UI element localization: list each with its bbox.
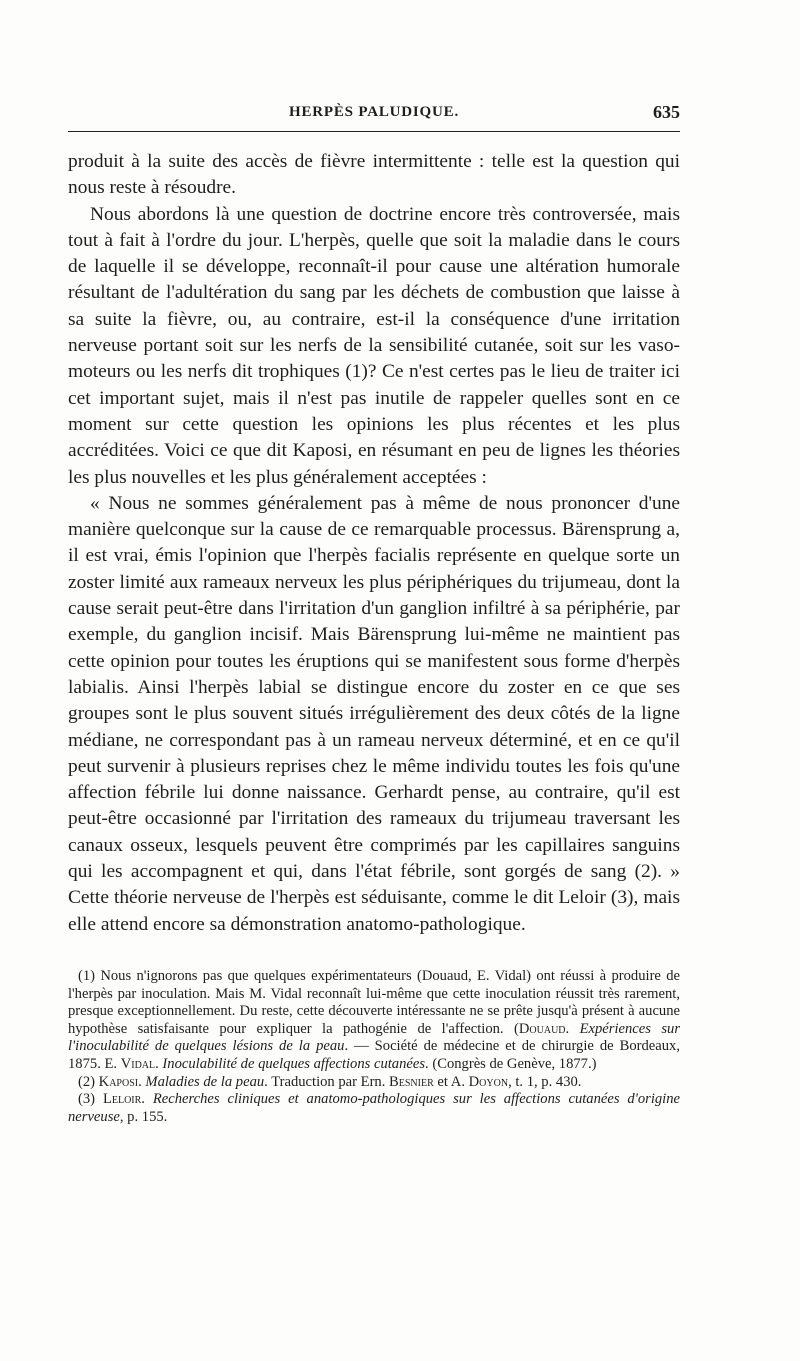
footnote-title: Expériences sur l'inoculabilité de quelques lésions de la peau bbox=[68, 1020, 680, 1055]
page-number: 635 bbox=[653, 102, 680, 122]
paragraph-continuation: produit à la suite des accès de fièvre intermittente : telle est la question qui nous reste à résoudre. bbox=[68, 151, 680, 199]
footnote-author: Leloir bbox=[102, 1091, 142, 1108]
footnote-author: Doyon bbox=[468, 1073, 509, 1090]
paragraph-kaposi-quote: « Nous ne sommes généralement pas à même de nous prononcer d'une manière quelconque sur la cause de ce remarquable processus. Bärensprung a, il est vrai, émis l'opinion que l'herpès facialis représente en quelque sorte un zoster limité aux rameaux nerveux les plus périphériques du trijumeau, dont la cause serait peut-être dans l'irritation d'un ganglion infiltré à sa périphérie, par exemple, du ganglion incisif. Mais Bärensprung lui-même ne maintient pas cette opinion pour toutes les éruptions qui se manifestent sous forme d'herpès labialis. Ainsi l'herpès labial se distingue encore du zoster en ce que ses groupes sont le plus souvent situés irrégulièrement des deux côtés de la ligne médiane, ne correspondant pas à un rameau nerveux déterminé, et en ce qu'il peut survenir à plusieurs reprises chez le même individu toutes les fois qu'une affection fébrile lui donne naissance. Gerhardt pense, au contraire, qu'il est peut-être occasionné par l'irritation des rameaux du trijumeau traversant les canaux osseux, lesquels peuvent être comprimés par les capillaires sanguins qui les accompagnent et qui, dans l'état fébrile, sont gorgés de sang (2). » Cette théorie nerveuse de l'herpès est séduisante, comme le dit Leloir (3), mais elle attend encore sa démonstration anatomo-pathologique. bbox=[68, 492, 680, 935]
footnote-title: Recherches cliniques et anatomo-pathologiques sur les affections cutanées d'origine nerveuse bbox=[68, 1091, 681, 1125]
main-text bbox=[68, 149, 680, 938]
footnote-title: Inoculabilité de quelques affections cutanées bbox=[162, 1055, 426, 1072]
header-rule bbox=[68, 131, 680, 132]
footnote-2: (2) Kaposi. Maladies de la peau. Traduction par Ern. Besnier et A. Doyon, t. 1, p. 430. bbox=[78, 1073, 582, 1090]
paragraph-doctrine: Nous abordons là une question de doctrine encore très controversée, mais tout à fait à l'ordre du jour. L'herpès, quelle que soit la maladie dans le cours de laquelle il se développe, reconnaît-il pour cause une altération humorale résultant de l'adultération du sang par les déchets de combustion que laisse à sa suite la fièvre, ou, au contraire, est-il la conséquence d'une irritation nerveuse portant soit sur les nerfs de la sensibilité cutanée, soit sur les vaso-moteurs ou les nerfs dit trophiques (1)? Ce n'est certes pas le lieu de traiter ici cet important sujet, mais il n'est pas inutile de rappeler quelles sont en ce moment sur cette question les opinions les plus récentes et les plus accréditées. Voici ce que dit Kaposi, en résumant en peu de lignes les théories les plus nouvelles et les plus généralement acceptées : bbox=[68, 203, 680, 488]
footnote-title: Maladies de la peau bbox=[145, 1073, 265, 1090]
footnote-author: Kaposi bbox=[98, 1073, 139, 1090]
page-header bbox=[68, 100, 680, 134]
running-title: HERPÈS PALUDIQUE. bbox=[288, 104, 459, 120]
footnote-3: (3) Leloir. Recherches cliniques et anatomo-pathologiques sur les affections cutanées d'origine nerveuse, p. 155. bbox=[68, 1091, 681, 1125]
footnote-1: (1) Nous n'ignorons pas que quelques expérimentateurs (Douaud, E. Vidal) ont réussi à produire de l'herpès par inoculation. Mais M. Vidal reconnaît lui-même que cette inoculation réussit très rarement, presque exceptionnellement. Du reste, cette découverte intéressante ne se prête jusqu'à présent à aucune hypothèse satisfaisante pour expliquer la pathogénie de l'affection. (Douaud. Expériences sur l'inoculabilité de quelques lésions de la peau. — Société de médecine et de chirurgie de Bordeaux, 1875. E. Vidal. Inoculabilité de quelques affections cutanées. (Congrès de Genève, 1877.) bbox=[68, 968, 680, 1072]
footnote-author: Vidal bbox=[120, 1055, 156, 1072]
footnotes bbox=[68, 968, 680, 1126]
footnote-author: Douaud bbox=[518, 1020, 566, 1037]
footnote-author: Besnier bbox=[389, 1073, 434, 1090]
